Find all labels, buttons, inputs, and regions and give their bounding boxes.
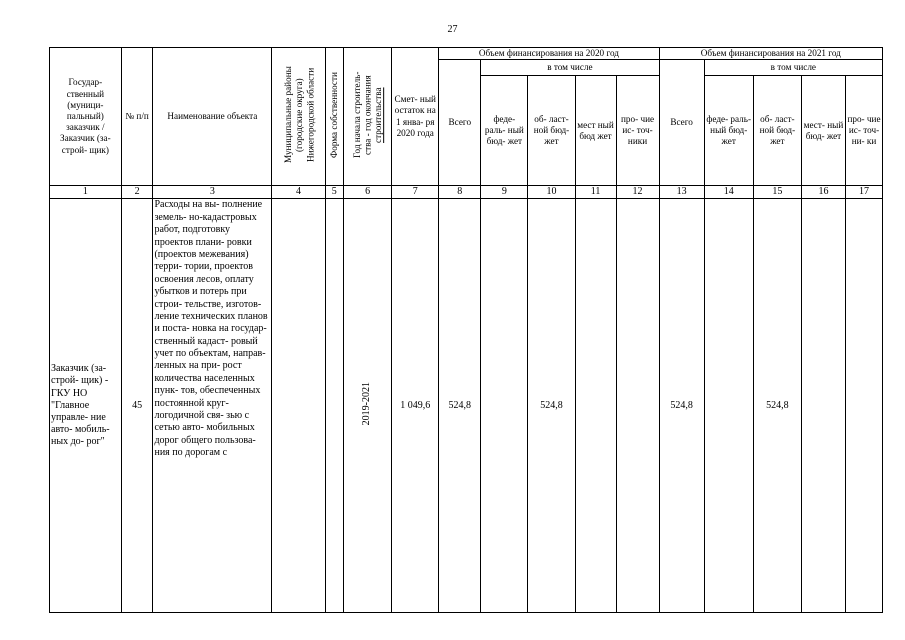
table-row bbox=[50, 199, 883, 613]
cell-years bbox=[344, 199, 392, 613]
header-fin-2020: Объем финансирования на 2020 год bbox=[439, 48, 659, 60]
cell-regional-2020: 524,8 bbox=[528, 199, 575, 613]
header-districts-text: Муниципальные районы (городские округа) Нижегородской области bbox=[283, 66, 316, 164]
header-incl-2020: в том числе bbox=[481, 60, 659, 76]
cell-object-name: Расходы на вы- полнение земель- но-кадастровых работ, подготовку проектов плани- ровки (проектов межевания) терри- тории, проектов освоения лесов, оплату убытков и потерь при строи- тельстве, изготов- ление технических планов и поста- новка на государ- ственный кадаст- ровый учет по объектам, направ- ленных на при- рост количества населенных пунк- тов, обеспеченных постоянной круг- логодичной свя- зью с сетью авто- мобильных дорог общего пользова- ния по дорогам с bbox=[153, 199, 272, 613]
col-number: 11 bbox=[575, 186, 616, 199]
col-number: 17 bbox=[845, 186, 882, 199]
col-number: 3 bbox=[153, 186, 272, 199]
cell-ownership bbox=[325, 199, 343, 613]
cell-other-2020 bbox=[616, 199, 659, 613]
header-ownership-text: Форма собственности bbox=[328, 72, 339, 158]
cell-customer: Заказчик (за- строй- щик) - ГКУ НО "Главное управле- ние авто- мобиль- ных до- рог" bbox=[50, 199, 122, 613]
header-local-2020: мест ный бюд жет bbox=[575, 76, 616, 186]
header-estimated: Смет- ный остаток на 1 янва- ря 2020 года bbox=[392, 48, 439, 186]
header-federal-2021: феде- раль- ный бюд- жет bbox=[704, 76, 753, 186]
col-number: 4 bbox=[272, 186, 325, 199]
financing-table bbox=[49, 47, 883, 613]
header-regional-2020: об- ласт- ной бюд- жет bbox=[528, 76, 575, 186]
header-years-line2: ства - год окончания bbox=[362, 75, 373, 155]
cell-estimated: 1 049,6 bbox=[392, 199, 439, 613]
col-number: 5 bbox=[325, 186, 343, 199]
col-number: 16 bbox=[801, 186, 845, 199]
cell-local-2020 bbox=[575, 199, 616, 613]
header-ownership bbox=[325, 48, 343, 186]
header-object-name: Наименование объекта bbox=[153, 48, 272, 186]
header-years bbox=[344, 48, 392, 186]
header-local-2021: мест- ный бюд- жет bbox=[801, 76, 845, 186]
header-regional-2021: об- ласт- ной бюд- жет bbox=[753, 76, 801, 186]
cell-other-2021 bbox=[845, 199, 882, 613]
header-other-2021: про- чие ис- точ- ни- ки bbox=[845, 76, 882, 186]
cell-local-2021 bbox=[801, 199, 845, 613]
cell-num: 45 bbox=[121, 199, 153, 613]
col-number: 13 bbox=[659, 186, 704, 199]
header-incl-2021: в том числе bbox=[704, 60, 882, 76]
col-number: 1 bbox=[50, 186, 122, 199]
header-num: № п/п bbox=[121, 48, 153, 186]
cell-districts bbox=[272, 199, 325, 613]
cell-regional-2021: 524,8 bbox=[753, 199, 801, 613]
col-number: 2 bbox=[121, 186, 153, 199]
cell-federal-2021 bbox=[704, 199, 753, 613]
col-number: 14 bbox=[704, 186, 753, 199]
page-number: 27 bbox=[447, 24, 458, 35]
col-number: 6 bbox=[344, 186, 392, 199]
header-total-2020: Всего bbox=[439, 60, 481, 186]
col-number: 7 bbox=[392, 186, 439, 199]
header-customer: Государ- ственный (муници- пальный) заказчик /Заказчик (за- строй- щик) bbox=[50, 48, 122, 186]
header-federal-2020: феде- раль- ный бюд- жет bbox=[481, 76, 528, 186]
header-districts bbox=[272, 48, 325, 186]
header-fin-2021: Объем финансирования на 2021 год bbox=[659, 48, 882, 60]
header-years-line3: строительства bbox=[372, 87, 383, 143]
col-number: 15 bbox=[753, 186, 801, 199]
cell-total-2020: 524,8 bbox=[439, 199, 481, 613]
col-number: 8 bbox=[439, 186, 481, 199]
header-total-2021: Всего bbox=[659, 60, 704, 186]
header-years-line1: Год начала строитель- bbox=[351, 71, 362, 159]
header-other-2020: про- чие ис- точ- ники bbox=[616, 76, 659, 186]
cell-total-2021: 524,8 bbox=[659, 199, 704, 613]
cell-federal-2020 bbox=[481, 199, 528, 613]
col-number: 10 bbox=[528, 186, 575, 199]
col-number: 9 bbox=[481, 186, 528, 199]
cell-years-text: 2019-2021 bbox=[361, 382, 373, 426]
col-number: 12 bbox=[616, 186, 659, 199]
